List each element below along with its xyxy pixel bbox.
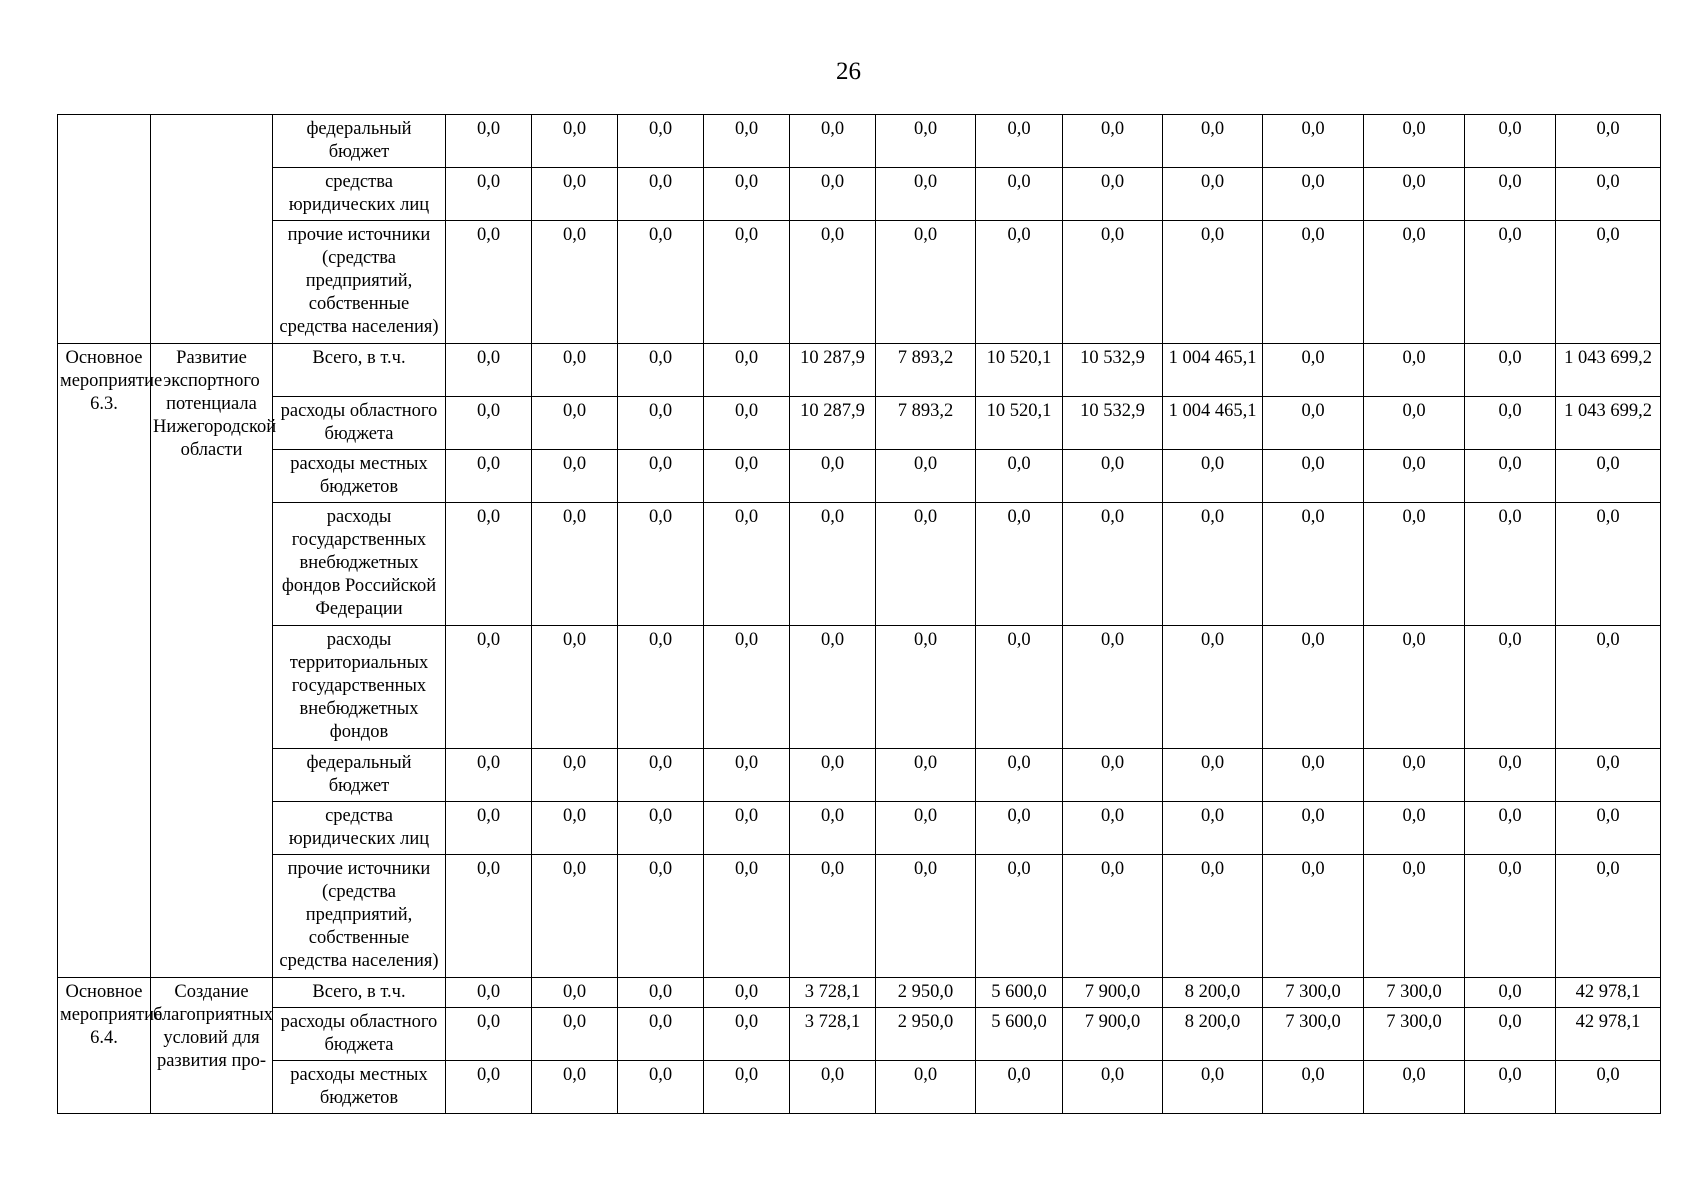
- value-cell: 0,0: [1364, 397, 1465, 450]
- value-cell: 0,0: [790, 450, 876, 503]
- total-value-cell: 0,0: [1556, 802, 1661, 855]
- funding-source-cell: расходы областного бюджета: [273, 1008, 446, 1061]
- value-cell: 0,0: [532, 450, 618, 503]
- value-cell: 0,0: [876, 626, 976, 749]
- value-cell: 0,0: [446, 626, 532, 749]
- value-cell: 0,0: [876, 855, 976, 978]
- value-cell: 0,0: [704, 626, 790, 749]
- value-cell: 0,0: [704, 855, 790, 978]
- value-cell: 0,0: [532, 802, 618, 855]
- value-cell: 0,0: [1063, 450, 1163, 503]
- value-cell: 0,0: [1465, 626, 1556, 749]
- measure-number-cell: Основное мероприятие 6.4.: [58, 978, 151, 1114]
- value-cell: 0,0: [790, 802, 876, 855]
- value-cell: 0,0: [1465, 1061, 1556, 1114]
- measure-number-cell: [58, 115, 151, 344]
- value-cell: 0,0: [618, 115, 704, 168]
- value-cell: 0,0: [618, 450, 704, 503]
- value-cell: 0,0: [618, 221, 704, 344]
- value-cell: 0,0: [532, 626, 618, 749]
- value-cell: 3 728,1: [790, 1008, 876, 1061]
- measure-name-cell: Развитие экспортного потенциала Нижегородской области: [151, 344, 273, 978]
- table-row: [58, 221, 1661, 344]
- value-cell: 0,0: [1263, 503, 1364, 626]
- value-cell: 5 600,0: [976, 978, 1063, 1008]
- budget-table: [57, 114, 1661, 1114]
- value-cell: 7 893,2: [876, 397, 976, 450]
- value-cell: 0,0: [532, 1008, 618, 1061]
- funding-source-cell: средства юридических лиц: [273, 168, 446, 221]
- value-cell: 0,0: [1263, 397, 1364, 450]
- value-cell: 0,0: [1063, 168, 1163, 221]
- value-cell: 0,0: [532, 221, 618, 344]
- value-cell: 0,0: [1063, 626, 1163, 749]
- value-cell: 0,0: [446, 450, 532, 503]
- value-cell: 0,0: [618, 749, 704, 802]
- value-cell: 0,0: [532, 397, 618, 450]
- value-cell: 0,0: [446, 749, 532, 802]
- value-cell: 0,0: [1465, 221, 1556, 344]
- value-cell: 0,0: [1465, 1008, 1556, 1061]
- value-cell: 0,0: [704, 802, 790, 855]
- total-value-cell: 0,0: [1556, 626, 1661, 749]
- value-cell: 0,0: [1465, 503, 1556, 626]
- value-cell: 0,0: [618, 344, 704, 397]
- value-cell: 0,0: [446, 503, 532, 626]
- value-cell: 0,0: [1163, 855, 1263, 978]
- total-value-cell: 42 978,1: [1556, 978, 1661, 1008]
- value-cell: 0,0: [704, 450, 790, 503]
- value-cell: 0,0: [446, 802, 532, 855]
- value-cell: 0,0: [976, 855, 1063, 978]
- value-cell: 0,0: [1364, 626, 1465, 749]
- value-cell: 0,0: [790, 115, 876, 168]
- table-row: [58, 344, 1661, 397]
- total-value-cell: 42 978,1: [1556, 1008, 1661, 1061]
- value-cell: 0,0: [790, 855, 876, 978]
- value-cell: 0,0: [976, 115, 1063, 168]
- value-cell: 0,0: [790, 168, 876, 221]
- value-cell: 0,0: [1263, 344, 1364, 397]
- value-cell: 10 287,9: [790, 397, 876, 450]
- value-cell: 0,0: [790, 749, 876, 802]
- value-cell: 0,0: [1063, 503, 1163, 626]
- value-cell: 0,0: [618, 1008, 704, 1061]
- value-cell: 0,0: [618, 397, 704, 450]
- value-cell: 0,0: [532, 503, 618, 626]
- value-cell: 0,0: [1364, 749, 1465, 802]
- total-value-cell: 1 043 699,2: [1556, 344, 1661, 397]
- value-cell: 0,0: [618, 168, 704, 221]
- funding-source-cell: расходы территориальных государственных внебюджетных фондов: [273, 626, 446, 749]
- funding-source-cell: расходы местных бюджетов: [273, 450, 446, 503]
- measure-name-cell: [151, 115, 273, 344]
- value-cell: 0,0: [1063, 855, 1163, 978]
- value-cell: 0,0: [1163, 221, 1263, 344]
- value-cell: 0,0: [1263, 855, 1364, 978]
- value-cell: 0,0: [1465, 802, 1556, 855]
- total-value-cell: 0,0: [1556, 221, 1661, 344]
- value-cell: 10 520,1: [976, 397, 1063, 450]
- value-cell: 0,0: [704, 221, 790, 344]
- value-cell: 0,0: [704, 1008, 790, 1061]
- value-cell: 0,0: [1163, 1061, 1263, 1114]
- value-cell: 0,0: [1364, 344, 1465, 397]
- value-cell: 0,0: [1465, 978, 1556, 1008]
- value-cell: 0,0: [1063, 802, 1163, 855]
- value-cell: 1 004 465,1: [1163, 344, 1263, 397]
- value-cell: 0,0: [532, 1061, 618, 1114]
- total-value-cell: 1 043 699,2: [1556, 397, 1661, 450]
- value-cell: 0,0: [976, 450, 1063, 503]
- total-value-cell: 0,0: [1556, 749, 1661, 802]
- value-cell: 10 532,9: [1063, 344, 1163, 397]
- value-cell: 0,0: [704, 344, 790, 397]
- value-cell: 0,0: [1364, 168, 1465, 221]
- value-cell: 0,0: [876, 115, 976, 168]
- table-row: [58, 1008, 1661, 1061]
- value-cell: 0,0: [790, 626, 876, 749]
- value-cell: 0,0: [704, 503, 790, 626]
- value-cell: 0,0: [1364, 855, 1465, 978]
- value-cell: 0,0: [446, 168, 532, 221]
- value-cell: 0,0: [1364, 115, 1465, 168]
- value-cell: 0,0: [1063, 221, 1163, 344]
- value-cell: 0,0: [704, 115, 790, 168]
- funding-source-cell: расходы областного бюджета: [273, 397, 446, 450]
- value-cell: 0,0: [1364, 221, 1465, 344]
- value-cell: 0,0: [532, 115, 618, 168]
- value-cell: 0,0: [532, 344, 618, 397]
- value-cell: 0,0: [532, 855, 618, 978]
- value-cell: 0,0: [1465, 115, 1556, 168]
- value-cell: 0,0: [532, 168, 618, 221]
- value-cell: 0,0: [1263, 626, 1364, 749]
- value-cell: 0,0: [1263, 168, 1364, 221]
- value-cell: 0,0: [976, 1061, 1063, 1114]
- value-cell: 10 532,9: [1063, 397, 1163, 450]
- value-cell: 7 893,2: [876, 344, 976, 397]
- value-cell: 0,0: [976, 749, 1063, 802]
- value-cell: 0,0: [790, 1061, 876, 1114]
- table-row: [58, 855, 1661, 978]
- value-cell: 0,0: [1364, 802, 1465, 855]
- value-cell: 5 600,0: [976, 1008, 1063, 1061]
- value-cell: 7 300,0: [1263, 978, 1364, 1008]
- value-cell: 0,0: [446, 1061, 532, 1114]
- value-cell: 0,0: [790, 503, 876, 626]
- value-cell: 0,0: [1364, 1061, 1465, 1114]
- value-cell: 0,0: [1063, 115, 1163, 168]
- value-cell: 0,0: [618, 626, 704, 749]
- table-row: [58, 503, 1661, 626]
- value-cell: 0,0: [976, 221, 1063, 344]
- value-cell: 0,0: [876, 503, 976, 626]
- value-cell: 0,0: [1063, 1061, 1163, 1114]
- funding-source-cell: федеральный бюджет: [273, 115, 446, 168]
- value-cell: 0,0: [1263, 450, 1364, 503]
- funding-source-cell: федеральный бюджет: [273, 749, 446, 802]
- value-cell: 0,0: [704, 749, 790, 802]
- value-cell: 0,0: [1163, 168, 1263, 221]
- table-row: [58, 450, 1661, 503]
- value-cell: 3 728,1: [790, 978, 876, 1008]
- value-cell: 0,0: [704, 1061, 790, 1114]
- table-row: [58, 168, 1661, 221]
- value-cell: 0,0: [876, 450, 976, 503]
- value-cell: 0,0: [704, 978, 790, 1008]
- value-cell: 10 287,9: [790, 344, 876, 397]
- measure-name-cell: Создание благоприятных условий для развития про-: [151, 978, 273, 1114]
- total-value-cell: 0,0: [1556, 168, 1661, 221]
- funding-source-cell: расходы местных бюджетов: [273, 1061, 446, 1114]
- value-cell: 7 300,0: [1263, 1008, 1364, 1061]
- value-cell: 0,0: [1063, 749, 1163, 802]
- value-cell: 0,0: [532, 978, 618, 1008]
- value-cell: 0,0: [1263, 749, 1364, 802]
- value-cell: 0,0: [976, 802, 1063, 855]
- value-cell: 0,0: [704, 168, 790, 221]
- value-cell: 7 900,0: [1063, 1008, 1163, 1061]
- value-cell: 0,0: [976, 168, 1063, 221]
- value-cell: 0,0: [1263, 115, 1364, 168]
- funding-source-cell: средства юридических лиц: [273, 802, 446, 855]
- value-cell: 0,0: [618, 978, 704, 1008]
- table-row: [58, 1061, 1661, 1114]
- value-cell: 0,0: [876, 1061, 976, 1114]
- value-cell: 7 300,0: [1364, 1008, 1465, 1061]
- value-cell: 0,0: [618, 855, 704, 978]
- value-cell: 0,0: [618, 1061, 704, 1114]
- total-value-cell: 0,0: [1556, 450, 1661, 503]
- value-cell: 0,0: [790, 221, 876, 344]
- table-row: [58, 749, 1661, 802]
- table-row: [58, 802, 1661, 855]
- value-cell: 0,0: [1163, 626, 1263, 749]
- value-cell: 7 900,0: [1063, 978, 1163, 1008]
- value-cell: 0,0: [876, 221, 976, 344]
- value-cell: 0,0: [1465, 450, 1556, 503]
- total-value-cell: 0,0: [1556, 115, 1661, 168]
- value-cell: 0,0: [1465, 397, 1556, 450]
- table-row: [58, 397, 1661, 450]
- value-cell: 0,0: [1465, 855, 1556, 978]
- value-cell: 0,0: [1364, 503, 1465, 626]
- total-value-cell: 0,0: [1556, 855, 1661, 978]
- value-cell: 0,0: [1163, 749, 1263, 802]
- value-cell: 0,0: [1263, 221, 1364, 344]
- value-cell: 0,0: [446, 978, 532, 1008]
- table-row: [58, 115, 1661, 168]
- total-value-cell: 0,0: [1556, 1061, 1661, 1114]
- value-cell: 0,0: [876, 168, 976, 221]
- value-cell: 0,0: [976, 503, 1063, 626]
- measure-number-cell: Основное мероприятие 6.3.: [58, 344, 151, 978]
- value-cell: 0,0: [1163, 450, 1263, 503]
- value-cell: 0,0: [1465, 749, 1556, 802]
- table-row: [58, 978, 1661, 1008]
- value-cell: 0,0: [446, 1008, 532, 1061]
- value-cell: 10 520,1: [976, 344, 1063, 397]
- funding-source-cell: Всего, в т.ч.: [273, 978, 446, 1008]
- value-cell: 0,0: [1465, 168, 1556, 221]
- table-body: [58, 115, 1661, 1114]
- value-cell: 0,0: [1465, 344, 1556, 397]
- value-cell: 0,0: [876, 749, 976, 802]
- value-cell: 0,0: [446, 855, 532, 978]
- value-cell: 1 004 465,1: [1163, 397, 1263, 450]
- value-cell: 0,0: [1163, 115, 1263, 168]
- value-cell: 0,0: [446, 221, 532, 344]
- value-cell: 0,0: [876, 802, 976, 855]
- funding-source-cell: расходы государственных внебюджетных фондов Российской Федерации: [273, 503, 446, 626]
- value-cell: 0,0: [618, 503, 704, 626]
- funding-source-cell: Всего, в т.ч.: [273, 344, 446, 397]
- value-cell: 2 950,0: [876, 978, 976, 1008]
- total-value-cell: 0,0: [1556, 503, 1661, 626]
- value-cell: 0,0: [1263, 802, 1364, 855]
- value-cell: 8 200,0: [1163, 1008, 1263, 1061]
- value-cell: 0,0: [1263, 1061, 1364, 1114]
- value-cell: 0,0: [1364, 450, 1465, 503]
- table-row: [58, 626, 1661, 749]
- value-cell: 0,0: [1163, 802, 1263, 855]
- value-cell: 7 300,0: [1364, 978, 1465, 1008]
- value-cell: 0,0: [446, 115, 532, 168]
- page-number: 26: [836, 58, 861, 85]
- funding-source-cell: прочие источники (средства предприятий, собственные средства населения): [273, 855, 446, 978]
- value-cell: 8 200,0: [1163, 978, 1263, 1008]
- value-cell: 0,0: [1163, 503, 1263, 626]
- value-cell: 0,0: [446, 397, 532, 450]
- value-cell: 0,0: [532, 749, 618, 802]
- funding-source-cell: прочие источники (средства предприятий, собственные средства населения): [273, 221, 446, 344]
- value-cell: 0,0: [446, 344, 532, 397]
- value-cell: 0,0: [976, 626, 1063, 749]
- value-cell: 0,0: [704, 397, 790, 450]
- value-cell: 0,0: [618, 802, 704, 855]
- value-cell: 2 950,0: [876, 1008, 976, 1061]
